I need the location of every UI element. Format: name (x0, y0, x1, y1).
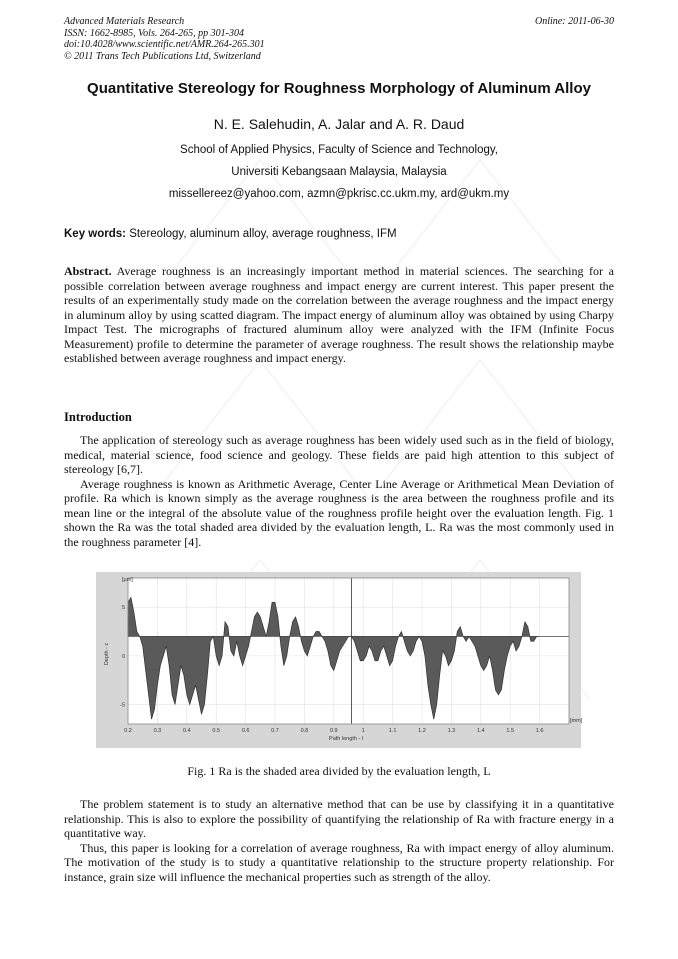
x-tick-label: 1.4 (476, 728, 485, 734)
x-tick-label: 1.2 (418, 728, 426, 734)
x-tick-label: 0.5 (212, 728, 221, 734)
roughness-profile-chart (96, 572, 581, 748)
x-tick-label: 0.8 (300, 728, 309, 734)
introduction-body (64, 433, 614, 549)
x-tick-label: 1.3 (447, 728, 456, 734)
x-tick-label: 0.2 (124, 728, 132, 734)
x-tick-label: 0.9 (329, 728, 338, 734)
author-list: N. E. Salehudin, A. Jalar and A. R. Daud (213, 116, 465, 132)
journal-issn: ISSN: 1662-8985, Vols. 264-265, pp 301-304 (64, 27, 244, 39)
keywords-text: Stereology, aluminum alloy, average roughness, IFM (126, 228, 397, 240)
paper-title: Quantitative Stereology for Roughness Morphology of Aluminum Alloy (87, 80, 591, 97)
affiliation-line-1: School of Applied Physics, Faculty of Science and Technology, (180, 144, 498, 156)
y-unit-label: [µm] (122, 577, 133, 583)
x-tick-label: 0.7 (271, 728, 279, 734)
affiliation-line-2: Universiti Kebangsaan Malaysia, Malaysia (231, 166, 447, 178)
y-tick-label: 0 (121, 653, 125, 660)
abstract-label: Abstract. (64, 264, 112, 278)
x-axis-title: Path length - l (329, 736, 363, 742)
keywords-label: Key words: (64, 228, 126, 240)
roughness-profile-figure (96, 572, 581, 748)
x-tick-label: 0.6 (241, 728, 250, 734)
y-tick-label: 5 (121, 605, 125, 612)
x-unit-label: [mm] (570, 718, 583, 724)
journal-copyright: © 2011 Trans Tech Publications Ltd, Switzerland (64, 50, 261, 62)
y-axis-title: Depth - z (104, 642, 110, 666)
paragraph: The application of stereology such as average roughness has been widely used such as in the field of biology, medical, material science, food science and geology. These fields are paid high attention to this subject of stereology [6,7]. (64, 433, 614, 476)
x-tick-label: 0.4 (182, 728, 191, 734)
x-tick-label: 1.6 (535, 728, 544, 734)
paragraph: The problem statement is to study an alternative method that can be use by classifying it in a quantitative relationship. This is also to explore the possibility of quantifying the relationship of Ra with fracture energy in a quantitative way. (64, 797, 614, 840)
figure-caption: Fig. 1 Ra is the shaded area divided by the evaluation length, L (187, 764, 491, 778)
abstract-text: Average roughness is an increasingly important method in material sciences. The searching for a possible correlation between average roughness and impact energy are current interest. This paper present the results of an experimentally study made on the correlation between the average roughness and the impact energy in aluminum alloy by using scatted diagram. The impact energy of aluminum alloy was obtained by using Charpy Impact Test. The micrographs of fractured aluminum alloy were analyzed with the IFM (Infinite Focus Measurement) profile to determine the parameter of average roughness. The result shows the relationship maybe established between average roughness and impact energy. (64, 264, 614, 365)
x-tick-label: 1.5 (506, 728, 515, 734)
abstract (64, 264, 614, 366)
problem-statement-body (64, 797, 614, 884)
x-tick-label: 1 (361, 728, 365, 734)
keywords (64, 228, 614, 240)
section-heading-introduction: Introduction (64, 410, 132, 424)
y-tick-label: -5 (120, 702, 125, 709)
paragraph: Thus, this paper is looking for a correlation of average roughness, Ra with impact energy of alloy aluminum. The motivation of the study is to study a quantitative relationship to the structure property relationship. For instance, grain size will influence the mechanical properties such as strength of the alloy. (64, 840, 614, 884)
author-emails: missellereez@yahoo.com, azmn@pkrisc.cc.ukm.my, ard@ukm.my (168, 188, 510, 200)
journal-name: Advanced Materials Research (64, 16, 185, 27)
journal-header (64, 16, 265, 62)
online-date: Online: 2011-06-30 (535, 16, 614, 27)
paragraph: Average roughness is known as Arithmetic Average, Center Line Average or Arithmetical Mean Deviation of profile. Ra which is known simply as the average roughness is the area between the roughness profile and its mean line or the integral of the absolute value of the roughness profile height over the evaluation length. Fig. 1 shown the Ra was the total shaded area divided by the evaluation length, L. Ra was the most commonly used in the roughness parameter [4]. (64, 476, 614, 549)
journal-doi: doi:10.4028/www.scientific.net/AMR.264-265.301 (64, 39, 265, 50)
x-tick-label: 1.1 (388, 728, 397, 734)
x-tick-label: 0.3 (153, 728, 162, 734)
